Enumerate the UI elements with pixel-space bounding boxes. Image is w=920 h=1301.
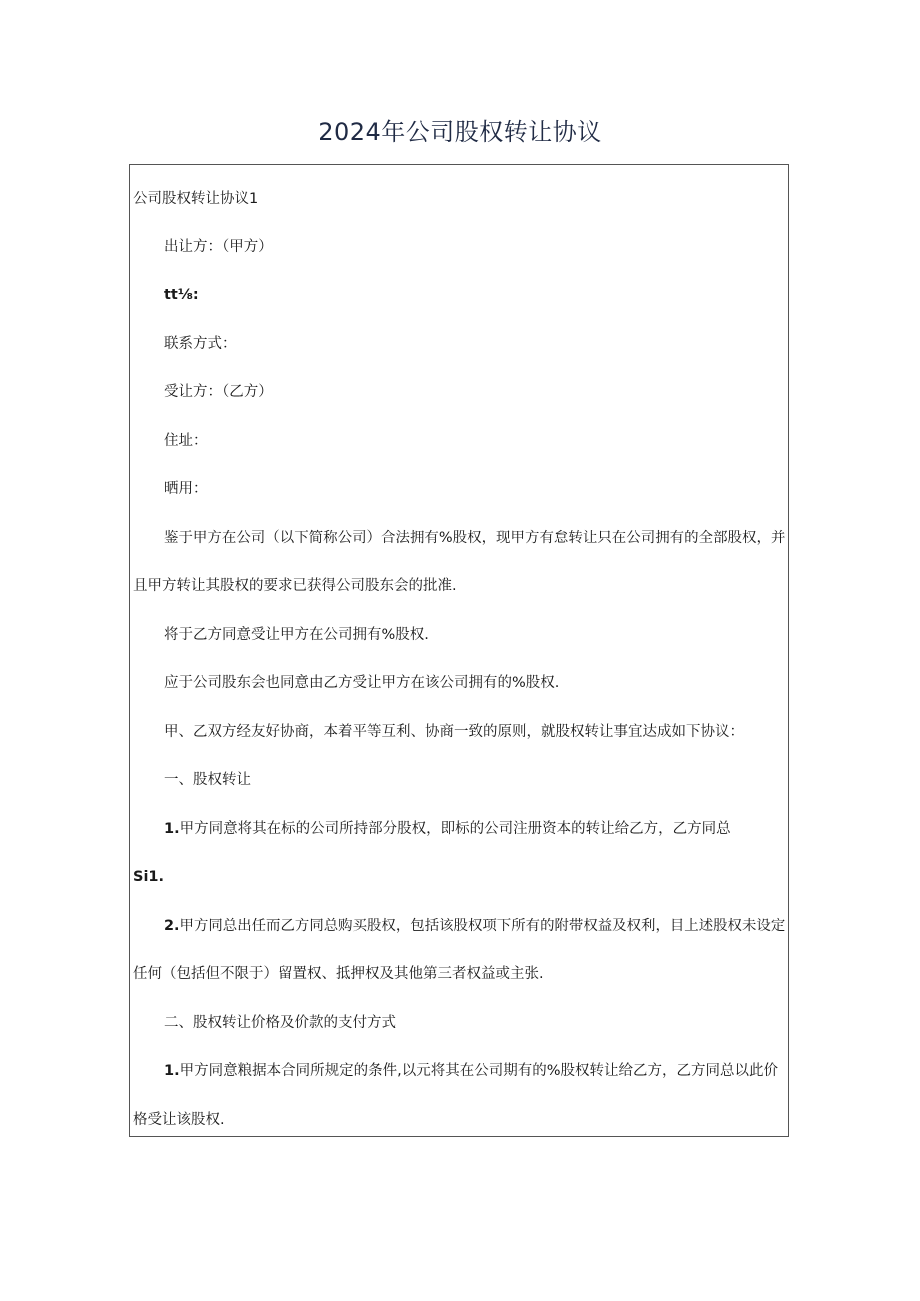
- recital-shareholders-line: 应于公司股东会也同意由乙方受让甲方在该公司拥有的%股权.: [164, 675, 560, 691]
- clause-2-1-line-1: 1.甲方同意粮据本合同所规定的条件,以元将其在公司期有的%股权转让给乙方，乙方同总以此价: [164, 1063, 778, 1079]
- recital-agreement-line: 甲、乙双方经友好协商，本着平等互利、协商一致的原则，就股权转让事宜达成如下协议：: [164, 724, 744, 740]
- recital-paragraph-line-2: 且甲方转让其股权的要求已获得公司股东会的批准.: [133, 578, 457, 594]
- transferee-line: 受让方：（乙方）: [164, 384, 273, 400]
- recital-paragraph-line-1: 鉴于甲方在公司（以下简称公司）合法拥有%股权，现甲方有怠转让只在公司拥有的全部股权，并: [164, 530, 786, 546]
- transferor-address-line: tt⅛:: [164, 287, 199, 303]
- recital-transferee-line: 将于乙方同意受让甲方在公司拥有%股权.: [164, 627, 429, 643]
- clause-1-2-line-2: 任何（包括但不限于）留置权、抵押权及其他第三者权益或主张.: [133, 966, 544, 982]
- clause-2-1-line-2: 格受让该股权.: [133, 1112, 225, 1128]
- document-body: [129, 164, 789, 1137]
- transferee-address-line: 住址：: [164, 433, 208, 449]
- transferee-contact-line: 晒用：: [164, 481, 208, 497]
- agreement-heading: 公司股权转让协议1: [133, 191, 259, 207]
- contact-line: 联系方式：: [164, 336, 237, 352]
- clause-1-1-line-1: 1.甲方同意将其在标的公司所持部分股权，即标的公司注册资本的转让给乙方，乙方同总: [164, 821, 731, 837]
- section-1-heading: 一、股权转让: [164, 772, 251, 788]
- section-2-heading: 二、股权转让价格及价款的支付方式: [164, 1015, 396, 1031]
- clause-1-1-line-2: Si1.: [133, 869, 165, 885]
- transferor-line: 出让方：（甲方）: [164, 239, 273, 255]
- clause-1-2-line-1: 2.甲方同总出任而乙方同总购买股权，包括该股权项下所有的附带权益及权利，目上述股权未设定: [164, 918, 786, 934]
- document-title: 2024年公司股权转让协议: [318, 118, 602, 146]
